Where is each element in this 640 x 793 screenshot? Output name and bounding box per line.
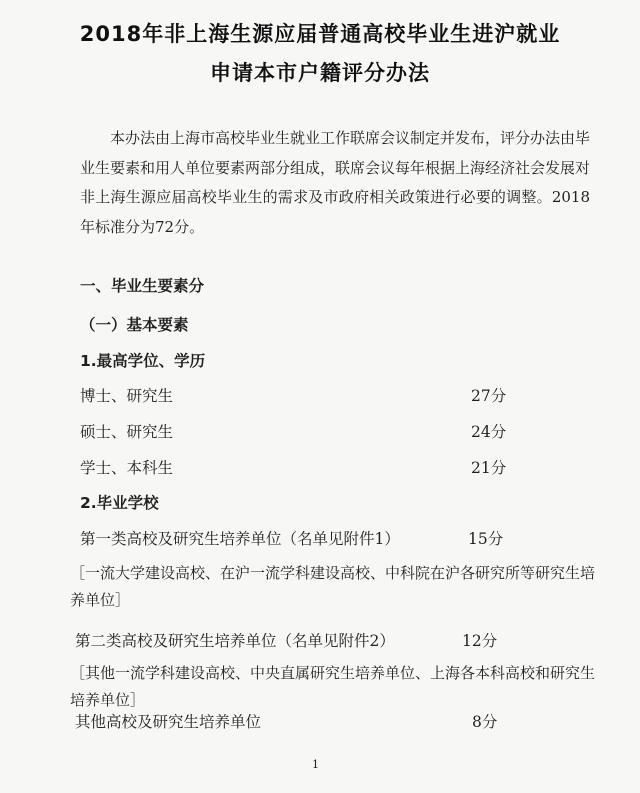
class1-score: 15分 [468, 530, 504, 548]
class1-note: ［一流大学建设高校、在沪一流学科建设高校、中科院在沪各研究所等研究生培养单位］ [70, 564, 596, 609]
item-heading-degree: 1.最高学位、学历 [80, 352, 206, 370]
intro-paragraph: 本办法由上海市高校毕业生就业工作联席会议制定并发布，评分办法由毕业生要素和用人单位要素两部分组成，联席会议每年根据上海经济社会发展对非上海生源应届高校毕业生的需求及市政府相关政策进行必要的调整。2018年标准分为72分。 [80, 129, 591, 236]
page-number: 1 [312, 758, 319, 771]
other-score: 8分 [472, 713, 498, 731]
degree-row-label: 博士、研究生 [80, 387, 174, 405]
class2-label: 第二类高校及研究生培养单位（名单见附件2） [75, 632, 395, 650]
degree-row-label: 硕士、研究生 [80, 423, 174, 441]
subsection-heading-basic-factors: （一）基本要素 [80, 316, 189, 334]
degree-row-score: 21分 [471, 459, 507, 477]
other-label: 其他高校及研究生培养单位 [75, 713, 262, 731]
title-line-1: 2018年非上海生源应届普通高校毕业生进沪就业 [79, 22, 561, 46]
item-heading-school: 2.毕业学校 [80, 494, 159, 512]
degree-row-label: 学士、本科生 [80, 459, 174, 477]
class2-note: ［其他一流学科建设高校、中央直属研究生培养单位、上海各本科高校和研究生培养单位］ [70, 664, 596, 709]
title-line-2: 申请本市户籍评分办法 [210, 61, 430, 85]
degree-row-score: 27分 [471, 387, 507, 405]
section-heading-graduate-factors: 一、毕业生要素分 [80, 277, 205, 295]
class2-score: 12分 [462, 632, 498, 650]
class1-label: 第一类高校及研究生培养单位（名单见附件1） [80, 530, 400, 548]
degree-row-score: 24分 [471, 423, 507, 441]
